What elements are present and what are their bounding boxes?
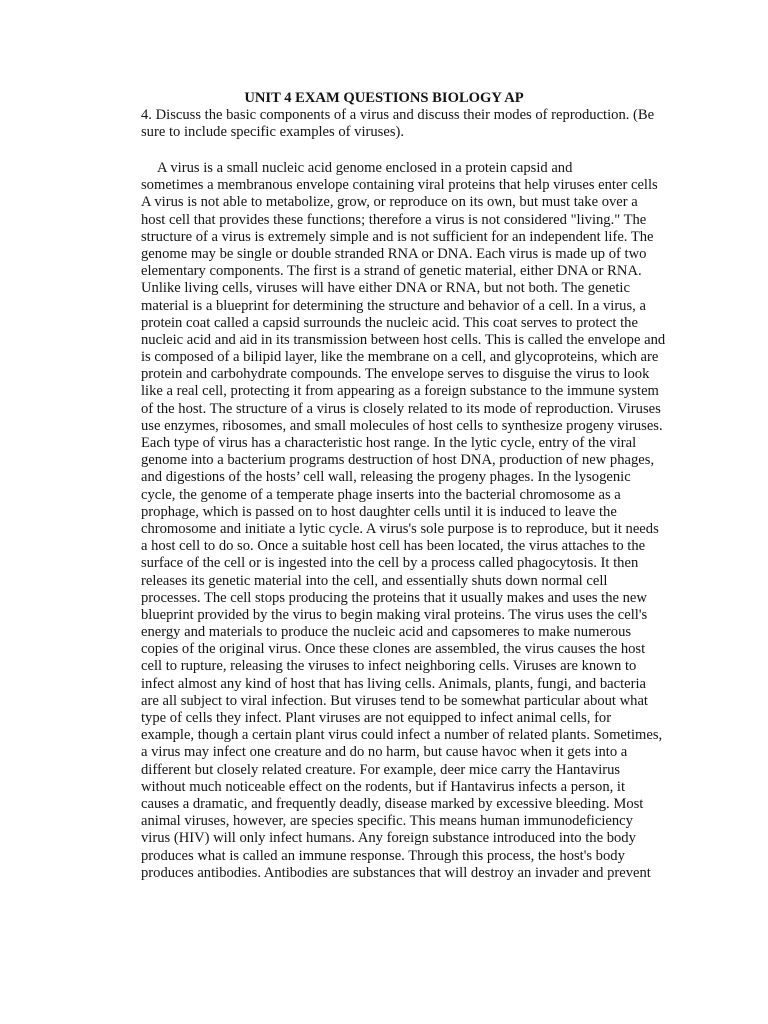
essay-line: releases its genetic material into the cell, and essentially shuts down normal cell xyxy=(141,572,608,589)
essay-line: blueprint provided by the virus to begin making viral proteins. The virus uses the cell's xyxy=(141,606,648,623)
essay-line: a host cell to do so. Once a suitable host cell has been located, the virus attaches to the xyxy=(141,538,646,555)
essay-line: surface of the cell or is ingested into the cell by a process called phagocytosis. It then xyxy=(141,555,639,572)
essay-line: sometimes a membranous envelope containing viral proteins that help viruses enter cells xyxy=(141,177,658,194)
essay-line: cell to rupture, releasing the viruses to infect neighboring cells. Viruses are known to xyxy=(141,658,637,675)
exam-question: 4. Discuss the basic components of a virus and discuss their modes of reproduction. (Be sure to include specific examples of viruses). xyxy=(141,107,655,141)
essay-line: energy and materials to produce the nucleic acid and capsomeres to make numerous xyxy=(141,624,632,641)
essay-line: of the host. The structure of a virus is closely related to its mode of reproduction. Viruses xyxy=(141,400,661,417)
essay-body xyxy=(141,160,671,882)
essay-line: copies of the original virus. Once these clones are assembled, the virus causes the host xyxy=(141,641,646,658)
essay-line: prophage, which is passed on to host daughter cells until it is induced to leave the xyxy=(141,503,617,520)
essay-line: host cell that provides these functions; therefore a virus is not considered "living." The xyxy=(141,211,647,228)
essay-line: different but closely related creature. For example, deer mice carry the Hantavirus xyxy=(141,761,621,778)
essay-line: Each type of virus has a characteristic host range. In the lytic cycle, entry of the viral xyxy=(141,435,637,451)
essay-line: like a real cell, protecting it from appearing as a foreign substance to the immune system xyxy=(141,383,659,400)
essay-line: are all subject to viral infection. But viruses tend to be somewhat particular about what xyxy=(141,692,648,709)
essay-line: infect almost any kind of host that has living cells. Animals, plants, fungi, and bacteria xyxy=(141,675,647,692)
essay-line: genome may be single or double stranded RNA or DNA. Each virus is made up of two xyxy=(141,245,647,262)
essay-line: genome into a bacterium programs destruction of host DNA, production of new phages, xyxy=(141,452,655,469)
essay-line: Unlike living cells, viruses will have either DNA or RNA, but not both. The genetic xyxy=(141,280,630,297)
essay-line: cycle, the genome of a temperate phage inserts into the bacterial chromosome as a xyxy=(141,486,621,503)
essay-line: protein coat called a capsid surrounds the nucleic acid. This coat serves to protect the xyxy=(141,314,638,331)
essay-line: causes a dramatic, and frequently deadly, disease marked by excessive bleeding. Most xyxy=(141,795,644,812)
essay-line: nucleic acid and aid in its transmission between host cells. This is called the envelope and xyxy=(141,331,666,348)
essay-line: structure of a virus is extremely simple and is not sufficient for an independent life. The xyxy=(141,228,654,245)
essay-line: processes. The cell stops producing the proteins that it usually makes and uses the new xyxy=(141,589,647,606)
essay-line: material is a blueprint for determining the structure and behavior of a cell. In a virus, a xyxy=(141,297,646,314)
essay-line: and digestions of the hosts’ cell wall, releasing the progeny phages. In the lysogenic xyxy=(141,469,631,486)
essay-line: is composed of a bilipid layer, like the membrane on a cell, and glycoproteins, which are xyxy=(141,349,659,366)
essay-line: produces antibodies. Antibodies are substances that will destroy an invader and prevent xyxy=(141,864,651,881)
essay-line: example, though a certain plant virus could infect a number of related plants. Sometimes, xyxy=(141,727,663,744)
essay-line: without much noticeable effect on the rodents, but if Hantavirus infects a person, it xyxy=(141,778,626,795)
essay-line: produces what is called an immune response. Through this process, the host's body xyxy=(141,847,625,864)
essay-line: use enzymes, ribosomes, and small molecules of host cells to synthesize progeny viruses. xyxy=(141,417,663,434)
essay-line: a virus may infect one creature and do no harm, but cause havoc when it gets into a xyxy=(141,744,628,761)
essay-line: animal viruses, however, are species specific. This means human immunodeficiency xyxy=(141,813,633,830)
essay-line: virus (HIV) will only infect humans. Any foreign substance introduced into the body xyxy=(141,830,636,847)
essay-line: A virus is not able to metabolize, grow, or reproduce on its own, but must take over a xyxy=(141,194,638,211)
essay-line: chromosome and initiate a lytic cycle. A virus's sole purpose is to reproduce, but it needs xyxy=(141,520,659,537)
essay-line: A virus is a small nucleic acid genome enclosed in a protein capsid and xyxy=(157,160,573,176)
essay-line: protein and carbohydrate compounds. The envelope serves to disguise the virus to look xyxy=(141,366,650,383)
page-title: UNIT 4 EXAM QUESTIONS BIOLOGY AP xyxy=(244,90,524,106)
essay-line: elementary components. The first is a strand of genetic material, either DNA or RNA. xyxy=(141,263,642,280)
essay-line: type of cells they infect. Plant viruses are not equipped to infect animal cells, for xyxy=(141,710,612,726)
